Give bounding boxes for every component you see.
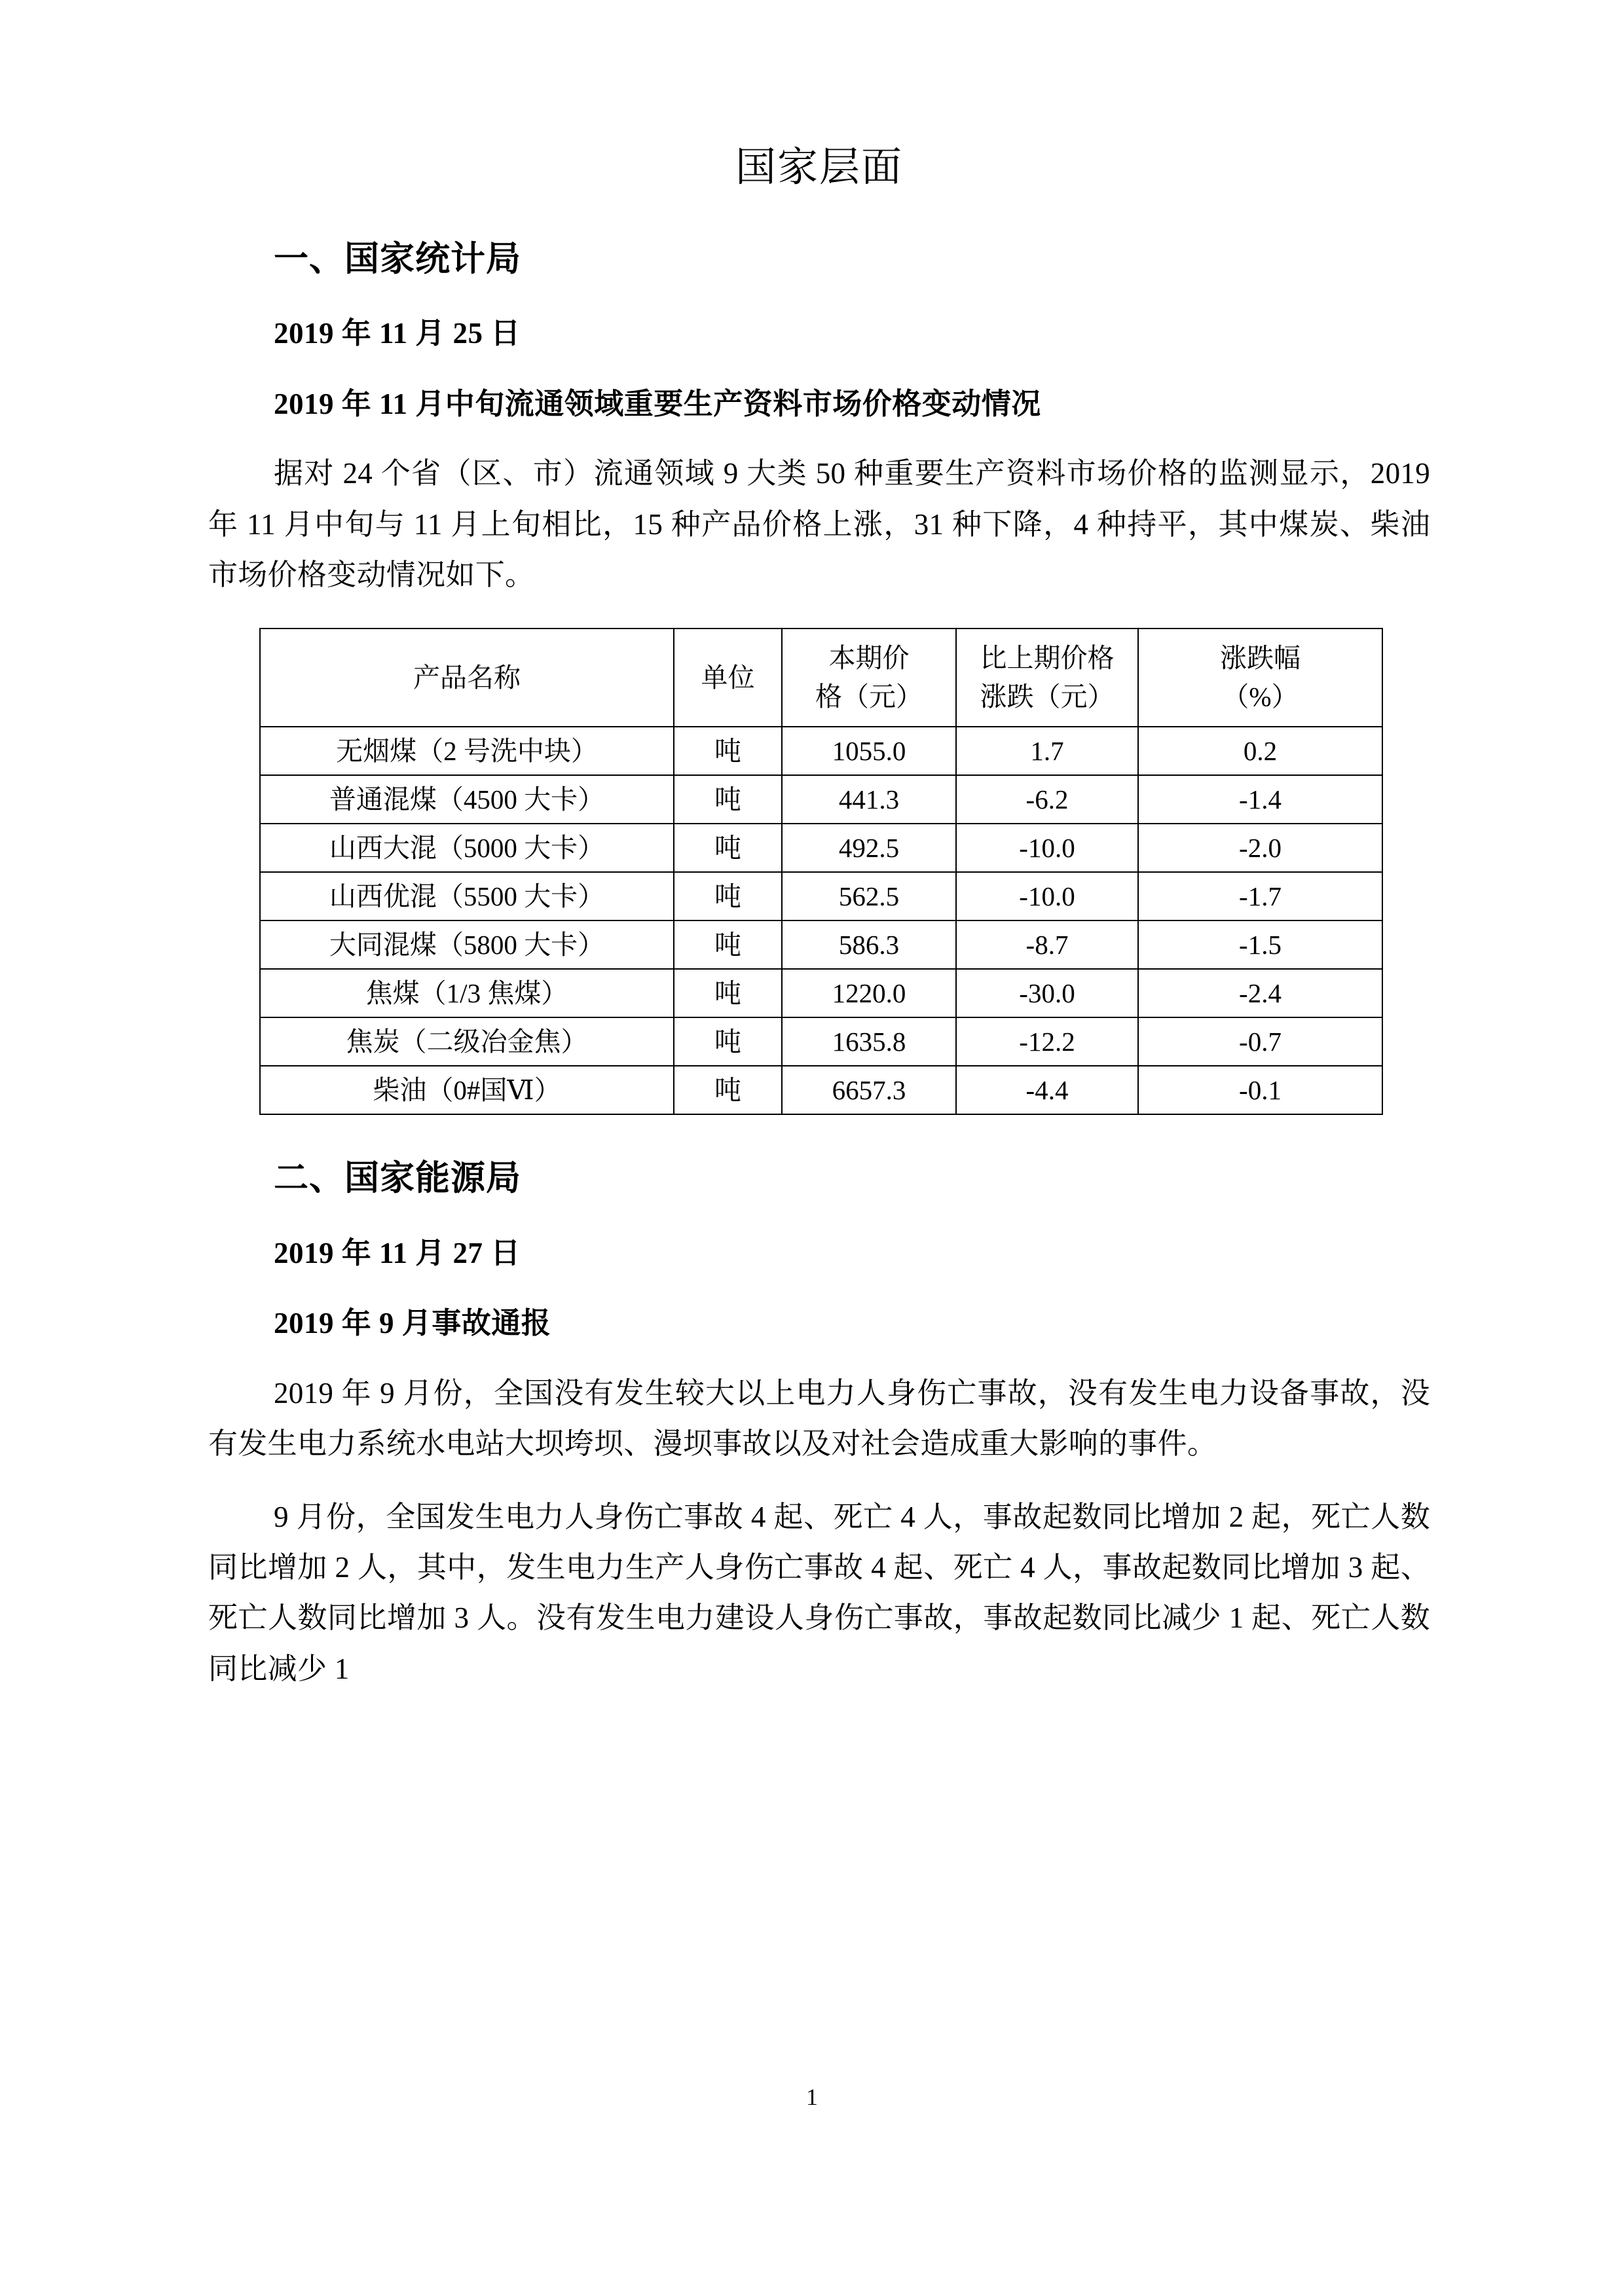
price-table-body [260, 727, 1382, 1114]
cell-current-price: 441.3 [782, 775, 956, 824]
cell-current-price: 562.5 [782, 872, 956, 920]
page-title: 国家层面 [735, 145, 903, 190]
cell-price-change: 1.7 [956, 727, 1138, 775]
cell-current-price: 6657.3 [782, 1066, 956, 1114]
cell-unit: 吨 [674, 969, 782, 1017]
section-subtitle-accident-report: 2019 年 9 月事故通报 [274, 1307, 551, 1340]
paragraph-accident-summary: 2019 年 9 月份，全国没有发生较大以上电力人身伤亡事故，没有发生电力设备事故，没有发生电力系统水电站大坝垮坝、漫坝事故以及对社会造成重大影响的事件。 [208, 1376, 1430, 1461]
table-row [260, 969, 1382, 1017]
column-header-price-change [956, 629, 1138, 727]
cell-change-percent: -2.0 [1138, 824, 1382, 872]
cell-product-name: 普通混煤（4500 大卡） [260, 775, 674, 824]
cell-product-name: 柴油（0#国Ⅵ） [260, 1066, 674, 1114]
section-subtitle-price-change: 2019 年 11 月中旬流通领域重要生产资料市场价格变动情况 [274, 387, 1041, 420]
cell-unit: 吨 [674, 824, 782, 872]
table-header-row [260, 629, 1382, 727]
cell-change-percent: 0.2 [1138, 727, 1382, 775]
cell-unit: 吨 [674, 1017, 782, 1066]
table-row [260, 775, 1382, 824]
cell-price-change: -30.0 [956, 969, 1138, 1017]
cell-unit: 吨 [674, 920, 782, 969]
cell-change-percent: -1.5 [1138, 920, 1382, 969]
table-row [260, 1017, 1382, 1066]
cell-product-name: 焦煤（1/3 焦煤） [260, 969, 674, 1017]
cell-product-name: 大同混煤（5800 大卡） [260, 920, 674, 969]
cell-price-change: -10.0 [956, 872, 1138, 920]
cell-price-change: -8.7 [956, 920, 1138, 969]
cell-current-price: 1055.0 [782, 727, 956, 775]
document-content [208, 98, 1430, 1694]
cell-current-price: 1220.0 [782, 969, 956, 1017]
column-header-change-percent [1138, 629, 1382, 727]
column-header-line: 单位 [701, 662, 755, 693]
cell-product-name: 焦炭（二级冶金焦） [260, 1017, 674, 1066]
table-row [260, 727, 1382, 775]
cell-price-change: -6.2 [956, 775, 1138, 824]
cell-price-change: -10.0 [956, 824, 1138, 872]
table-row [260, 824, 1382, 872]
section-heading-statistics-bureau: 一、国家统计局 [274, 240, 521, 278]
cell-unit: 吨 [674, 872, 782, 920]
cell-unit: 吨 [674, 727, 782, 775]
cell-product-name: 山西大混（5000 大卡） [260, 824, 674, 872]
price-table-header [260, 629, 1382, 727]
cell-change-percent: -1.4 [1138, 775, 1382, 824]
cell-current-price: 1635.8 [782, 1017, 956, 1066]
table-row [260, 1066, 1382, 1114]
column-header-unit [674, 629, 782, 727]
column-header-line: 涨跌（元） [980, 682, 1115, 712]
column-header-line: 涨跌幅 [1220, 642, 1301, 673]
column-header-line: 产品名称 [413, 662, 521, 693]
section-date-statistics-bureau: 2019 年 11 月 25 日 [274, 317, 521, 350]
cell-change-percent: -0.7 [1138, 1017, 1382, 1066]
cell-current-price: 492.5 [782, 824, 956, 872]
section-heading-energy-administration: 二、国家能源局 [274, 1159, 521, 1198]
cell-price-change: -12.2 [956, 1017, 1138, 1066]
table-row [260, 920, 1382, 969]
cell-change-percent: -2.4 [1138, 969, 1382, 1017]
cell-unit: 吨 [674, 775, 782, 824]
price-table [259, 628, 1383, 1115]
cell-current-price: 586.3 [782, 920, 956, 969]
cell-unit: 吨 [674, 1066, 782, 1114]
column-header-current-price [782, 629, 956, 727]
paragraph-accident-statistics: 9 月份，全国发生电力人身伤亡事故 4 起、死亡 4 人，事故起数同比增加 2 起，死亡人数同比增加 2 人，其中，发生电力生产人身伤亡事故 4 起、死亡 4 人，事故起数同比增加 3 起、死亡人数同比增加 3 人。没有发生电力建设人身伤亡事故，事故起数同比减少 1 起、死亡人数同比减少 1 [208, 1500, 1430, 1685]
cell-change-percent: -1.7 [1138, 872, 1382, 920]
price-table-container [208, 628, 1430, 1115]
cell-change-percent: -0.1 [1138, 1066, 1382, 1114]
column-header-line: 格（元） [815, 682, 923, 712]
column-header-line: 比上期价格 [980, 642, 1115, 673]
column-header-line: 本期价 [828, 642, 910, 673]
section-date-energy-administration: 2019 年 11 月 27 日 [274, 1236, 521, 1269]
cell-price-change: -4.4 [956, 1066, 1138, 1114]
column-header-product-name [260, 629, 674, 727]
page-number: 1 [806, 2084, 818, 2110]
paragraph-price-monitoring: 据对 24 个省（区、市）流通领域 9 大类 50 种重要生产资料市场价格的监测显示，2019 年 11 月中旬与 11 月上旬相比，15 种产品价格上涨，31 种下降，4 种持平，其中煤炭、柴油市场价格变动情况如下。 [208, 457, 1430, 591]
cell-product-name: 无烟煤（2 号洗中块） [260, 727, 674, 775]
cell-product-name: 山西优混（5500 大卡） [260, 872, 674, 920]
table-row [260, 872, 1382, 920]
column-header-line: （%） [1222, 682, 1299, 712]
